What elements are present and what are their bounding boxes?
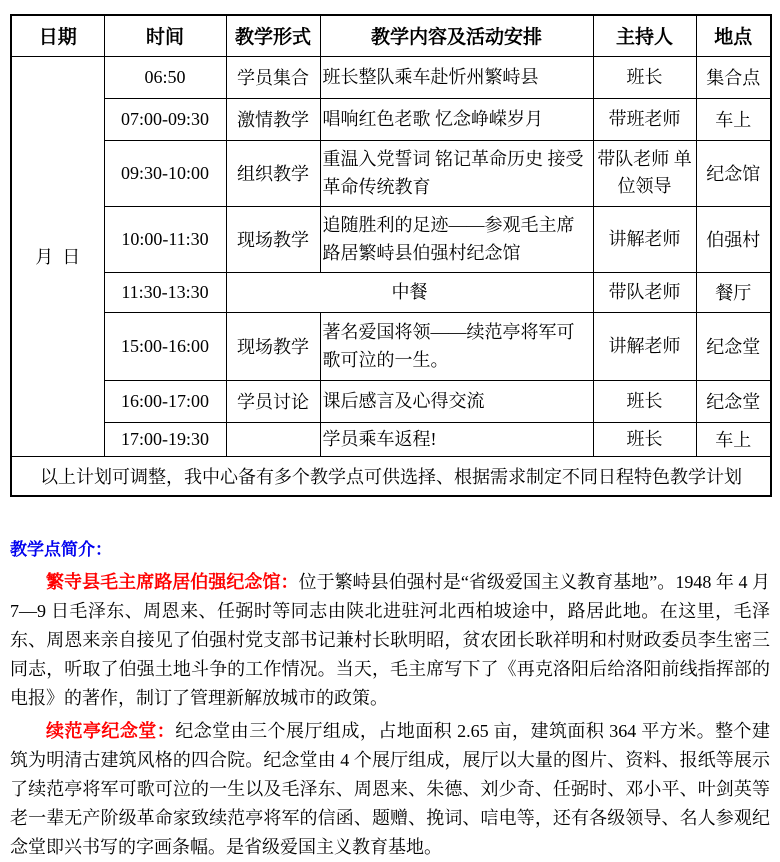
form-cell: 组织教学 xyxy=(226,140,320,206)
p1-heading: 繁寺县毛主席路居伯强纪念馆： xyxy=(46,572,299,592)
host-cell: 带队老师 xyxy=(593,272,696,312)
table-row xyxy=(11,206,771,272)
header-cell-content: 教学内容及活动安排 xyxy=(320,15,593,56)
table-row xyxy=(11,312,771,380)
place-cell: 伯强村 xyxy=(696,206,771,272)
table-row xyxy=(11,380,771,422)
content-cell: 学员乘车返程! xyxy=(320,422,593,456)
header-cell-place: 地点 xyxy=(696,15,771,56)
time-cell: 15:00-16:00 xyxy=(104,312,226,380)
table-row xyxy=(11,422,771,456)
time-cell: 16:00-17:00 xyxy=(104,380,226,422)
date-span-cell: 月 日 xyxy=(11,56,104,456)
footer-note-row xyxy=(11,456,771,496)
place-cell: 车上 xyxy=(696,422,771,456)
host-cell: 班长 xyxy=(593,422,696,456)
header-cell-form: 教学形式 xyxy=(226,15,320,56)
host-cell: 班长 xyxy=(593,56,696,98)
time-cell: 06:50 xyxy=(104,56,226,98)
place-cell: 纪念馆 xyxy=(696,140,771,206)
intro-title: 教学点简介： xyxy=(10,540,112,559)
time-cell: 09:30-10:00 xyxy=(104,140,226,206)
place-cell: 集合点 xyxy=(696,56,771,98)
content-cell-merged: 中餐 xyxy=(226,272,593,312)
host-cell: 讲解老师 xyxy=(593,312,696,380)
form-cell xyxy=(226,422,320,456)
content-cell: 著名爱国将领——续范亭将军可歌可泣的一生。 xyxy=(320,312,593,380)
time-cell: 11:30-13:30 xyxy=(104,272,226,312)
p2-heading: 续范亭纪念堂： xyxy=(46,721,176,741)
host-cell: 班长 xyxy=(593,380,696,422)
time-cell: 10:00-11:30 xyxy=(104,206,226,272)
header-cell-host: 主持人 xyxy=(593,15,696,56)
p1-body: 位于繁峙县伯强村是“省级爱国主义教育基地”。1948 年 4 月 7—9 日毛泽东、周恩来、任弼时等同志由陕北进驻河北西柏坡途中，路居此地。在这里，毛泽东、周恩来亲自接见了伯强村党支部书记兼村长耿明昭，贫农团长耿祥明和村财政委员李生密三同志，听取了伯强土地斗争的工作情况。当天，毛主席写下了《再克洛阳后给洛阳前线指挥部的电报》的著作，制订了管理新解放城市的政策。 xyxy=(10,572,770,708)
intro-paragraph-xufanting-hall xyxy=(10,717,770,862)
place-cell: 纪念堂 xyxy=(696,312,771,380)
form-cell: 学员集合 xyxy=(226,56,320,98)
content-cell: 追随胜利的足迹——参观毛主席路居繁峙县伯强村纪念馆 xyxy=(320,206,593,272)
table-row xyxy=(11,272,771,312)
intro-section xyxy=(10,535,770,862)
intro-paragraph-memorial-hall-boqiang xyxy=(10,568,770,713)
schedule-table xyxy=(10,14,772,497)
place-cell: 车上 xyxy=(696,98,771,140)
host-cell: 带队老师 单位领导 xyxy=(593,140,696,206)
time-cell: 17:00-19:30 xyxy=(104,422,226,456)
form-cell: 现场教学 xyxy=(226,312,320,380)
footer-note-cell: 以上计划可调整，我中心备有多个教学点可供选择、根据需求制定不同日程特色教学计划 xyxy=(11,456,771,496)
form-cell: 学员讨论 xyxy=(226,380,320,422)
table-row xyxy=(11,56,771,98)
header-row xyxy=(11,15,771,56)
content-cell: 课后感言及心得交流 xyxy=(320,380,593,422)
header-cell-time: 时间 xyxy=(104,15,226,56)
place-cell: 纪念堂 xyxy=(696,380,771,422)
form-cell: 激情教学 xyxy=(226,98,320,140)
table-row xyxy=(11,140,771,206)
header-cell-date: 日期 xyxy=(11,15,104,56)
host-cell: 讲解老师 xyxy=(593,206,696,272)
place-cell: 餐厅 xyxy=(696,272,771,312)
p2-body: 纪念堂由三个展厅组成，占地面积 2.65 亩，建筑面积 364 平方米。整个建筑为明清古建筑风格的四合院。纪念堂由 4 个展厅组成，展厅以大量的图片、资料、报纸等展示了续范亭将军可歌可泣的一生以及毛泽东、周恩来、朱德、刘少奇、任弼时、邓小平、叶剑英等老一辈无产阶级革命家致续范亭将军的信函、题赠、挽词、唁电等，还有各级领导、名人参观纪念堂即兴书写的字画条幅。是省级爱国主义教育基地。 xyxy=(10,721,771,857)
host-cell: 带班老师 xyxy=(593,98,696,140)
content-cell: 唱响红色老歌 忆念峥嵘岁月 xyxy=(320,98,593,140)
content-cell: 重温入党誓词 铭记革命历史 接受革命传统教育 xyxy=(320,140,593,206)
table-row xyxy=(11,98,771,140)
time-cell: 07:00-09:30 xyxy=(104,98,226,140)
form-cell: 现场教学 xyxy=(226,206,320,272)
content-cell: 班长整队乘车赴忻州繁峙县 xyxy=(320,56,593,98)
